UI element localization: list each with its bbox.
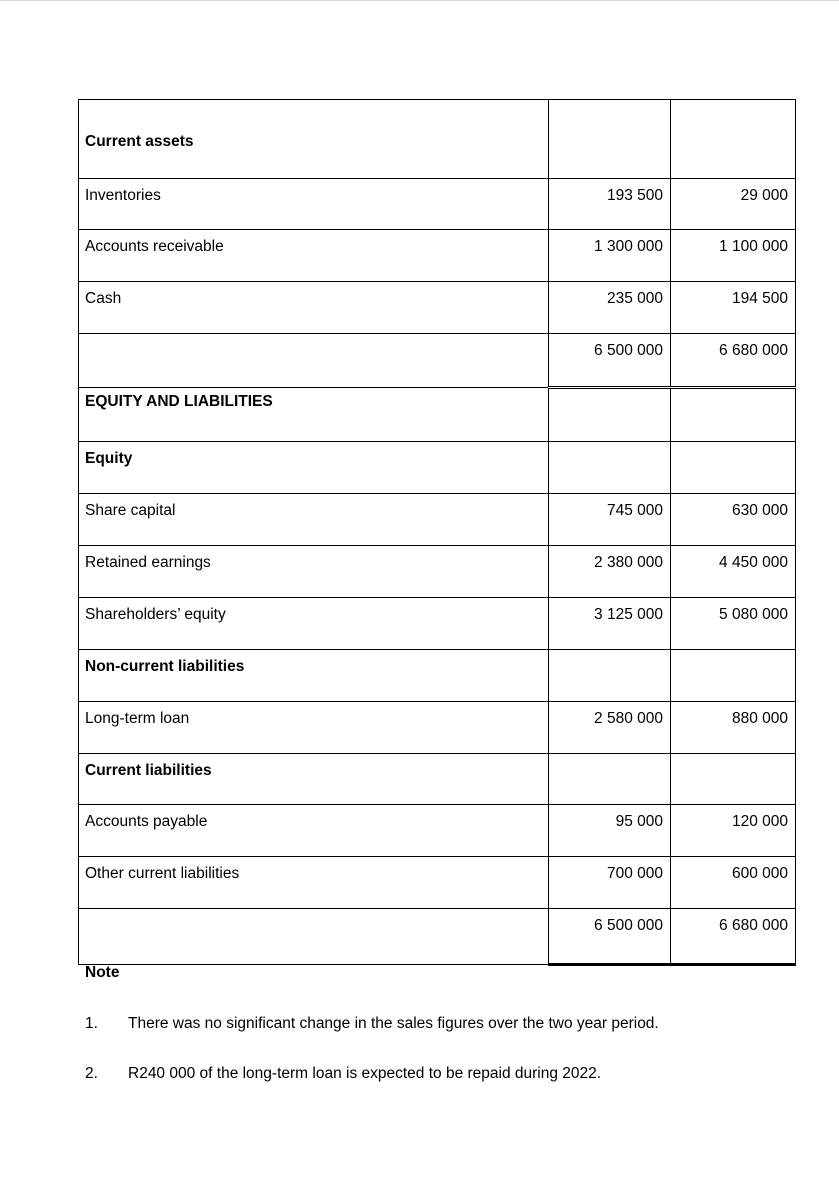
value-cell-col1: 2 380 000 (549, 546, 671, 598)
value-cell-col2: 194 500 (671, 282, 796, 334)
value-cell-col1: 235 000 (549, 282, 671, 334)
value-cell-col2 (671, 100, 796, 179)
note-number: 1. (85, 1015, 98, 1032)
row-label: Other current liabilities (79, 857, 549, 909)
note-text: There was no significant change in the sales figures over the two year period. (128, 1015, 659, 1032)
page-top-border (0, 0, 839, 1)
section-heading: Equity (79, 442, 549, 494)
total-cell-col2: 6 680 000 (671, 909, 796, 965)
table-row (79, 598, 796, 650)
value-cell-col1 (549, 388, 671, 442)
value-cell-col2: 600 000 (671, 857, 796, 909)
value-cell-col2 (671, 650, 796, 702)
row-label: Cash (79, 282, 549, 334)
value-cell-col1 (549, 650, 671, 702)
total-cell-col2: 6 680 000 (671, 334, 796, 388)
row-label: Shareholders’ equity (79, 598, 549, 650)
row-label: Retained earnings (79, 546, 549, 598)
section-heading: EQUITY AND LIABILITIES (79, 388, 549, 442)
value-cell-col2: 5 080 000 (671, 598, 796, 650)
balance-sheet-table (78, 99, 796, 966)
value-cell-col2 (671, 754, 796, 805)
table-row (79, 100, 796, 179)
note-number: 2. (85, 1065, 98, 1082)
value-cell-col2: 120 000 (671, 805, 796, 857)
value-cell-col1: 193 500 (549, 179, 671, 230)
value-cell-col2 (671, 442, 796, 494)
value-cell-col2 (671, 388, 796, 442)
value-cell-col1: 3 125 000 (549, 598, 671, 650)
section-heading: Current assets (79, 100, 549, 179)
value-cell-col1 (549, 100, 671, 179)
table-row (79, 805, 796, 857)
row-label: Accounts receivable (79, 230, 549, 282)
total-row (79, 334, 796, 388)
value-cell-col1: 2 580 000 (549, 702, 671, 754)
row-label: Accounts payable (79, 805, 549, 857)
table-row (79, 494, 796, 546)
table-row (79, 179, 796, 230)
row-label (79, 909, 549, 965)
table-row (79, 546, 796, 598)
row-label: Share capital (79, 494, 549, 546)
table-row (79, 754, 796, 805)
total-cell-col1: 6 500 000 (549, 334, 671, 388)
table-row (79, 650, 796, 702)
value-cell-col1: 1 300 000 (549, 230, 671, 282)
value-cell-col1: 95 000 (549, 805, 671, 857)
value-cell-col2: 4 450 000 (671, 546, 796, 598)
note-text: R240 000 of the long-term loan is expected to be repaid during 2022. (128, 1065, 602, 1082)
value-cell-col2: 1 100 000 (671, 230, 796, 282)
table-row (79, 282, 796, 334)
table-row (79, 857, 796, 909)
value-cell-col1 (549, 442, 671, 494)
value-cell-col1 (549, 754, 671, 805)
table-row (79, 230, 796, 282)
section-heading: Non-current liabilities (79, 650, 549, 702)
note-heading: Note (85, 964, 120, 981)
row-label: Inventories (79, 179, 549, 230)
value-cell-col2: 880 000 (671, 702, 796, 754)
table-row (79, 702, 796, 754)
table-row (79, 442, 796, 494)
table-row (79, 388, 796, 442)
row-label (79, 334, 549, 388)
value-cell-col1: 745 000 (549, 494, 671, 546)
value-cell-col1: 700 000 (549, 857, 671, 909)
section-heading: Current liabilities (79, 754, 549, 805)
value-cell-col2: 630 000 (671, 494, 796, 546)
row-label: Long-term loan (79, 702, 549, 754)
value-cell-col2: 29 000 (671, 179, 796, 230)
total-cell-col1: 6 500 000 (549, 909, 671, 965)
total-row (79, 909, 796, 965)
